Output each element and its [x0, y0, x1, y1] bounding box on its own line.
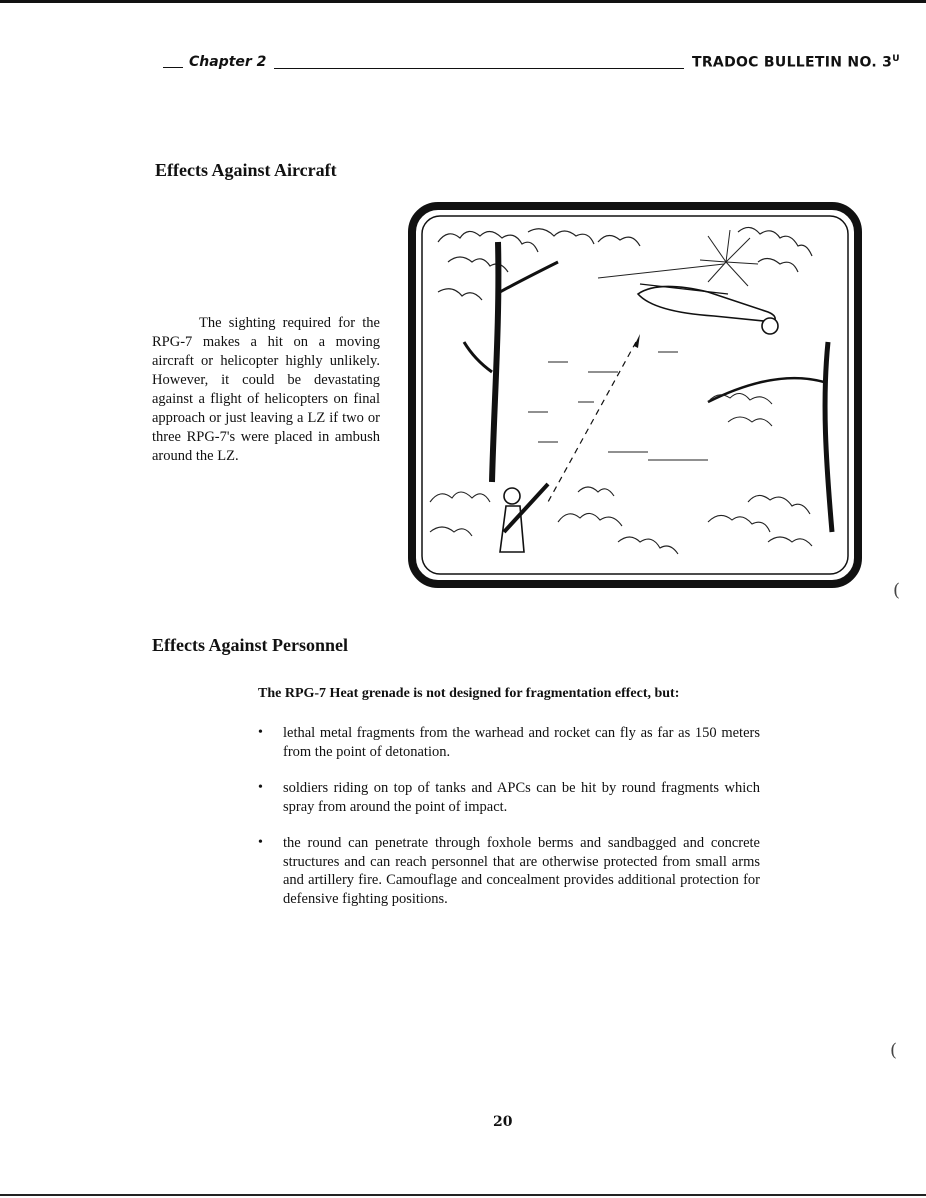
bullet-icon: • — [258, 780, 263, 795]
bullet-text: soldiers riding on top of tanks and APCs can be hit by round fragments which spray from around the point of impact. — [283, 780, 760, 815]
list-item — [258, 779, 760, 816]
bulletin-sup: U — [892, 54, 900, 64]
bullet-text: the round can penetrate through foxhole berms and sandbagged and concrete structures and can reach personnel that are otherwise protected from small arms and artillery fire. Camouflage and concealment provides additional protection for defensive fighting positions. — [283, 835, 760, 907]
aircraft-paragraph: The sighting required for the RPG-7 makes a hit on a moving aircraft or helicopter highly unlikely. However, it could be devastating against a flight of helicopters on final approach or just leaving a LZ if two or three RPG-7's were placed in ambush around the LZ. — [152, 315, 380, 464]
chapter-label — [163, 54, 266, 70]
scan-mark: ( — [893, 580, 901, 601]
page-number: 20 — [493, 1114, 513, 1130]
personnel-bullets — [258, 724, 760, 926]
bulletin-text: TRADOC BULLETIN NO. 3 — [692, 54, 893, 71]
bulletin-label — [692, 54, 900, 71]
heading-aircraft: Effects Against Aircraft — [155, 160, 337, 180]
chapter-text: Chapter 2 — [189, 54, 267, 70]
header-rule — [274, 68, 684, 69]
list-item — [258, 724, 760, 761]
top-rule — [0, 0, 926, 3]
bullet-text: lethal metal fragments from the warhead and rocket can fly as far as 150 meters from the point of detonation. — [283, 725, 760, 760]
bullet-icon: • — [258, 725, 263, 740]
bottom-rule — [0, 1194, 926, 1196]
bullet-icon: • — [258, 835, 263, 850]
header-dash — [163, 67, 183, 68]
heading-personnel: Effects Against Personnel — [152, 635, 348, 655]
rpg-helicopter-illustration — [408, 202, 862, 588]
list-item — [258, 834, 760, 908]
scan-mark: ( — [890, 1040, 898, 1061]
personnel-lead: The RPG-7 Heat grenade is not designed for fragmentation effect, but: — [258, 686, 680, 701]
